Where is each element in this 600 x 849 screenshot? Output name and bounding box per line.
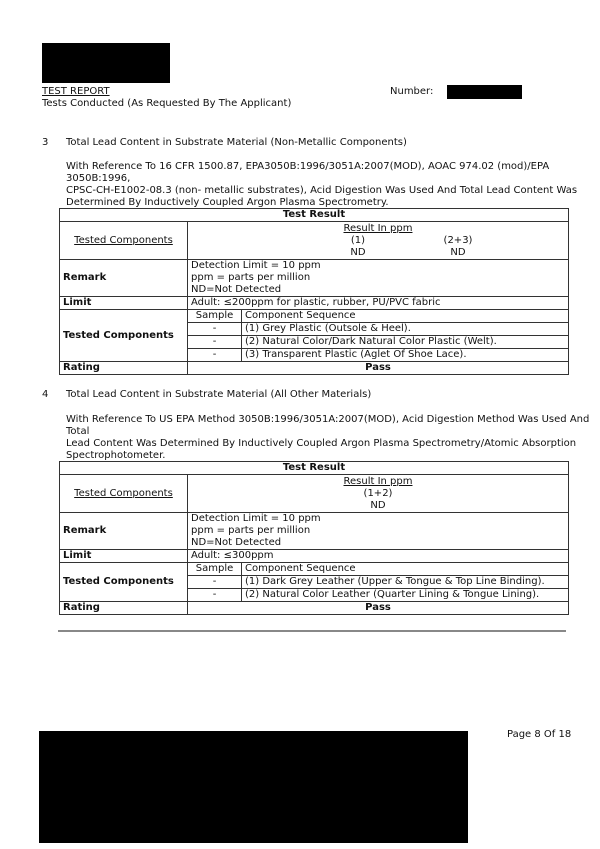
result-label: Result In ppm (343, 475, 413, 487)
components-label: Tested Components (60, 310, 188, 362)
result-col-1: (1) (350, 234, 366, 246)
section-3-number: 3 (42, 137, 49, 148)
table-row: - (3) Transparent Plastic (Aglet Of Shoe Lace). (60, 349, 569, 362)
section-4-number: 4 (42, 389, 49, 400)
number-label: Number: (390, 86, 434, 97)
tested-components-header: Tested Components (60, 222, 188, 260)
rating-label: Rating (60, 602, 188, 615)
limit-label: Limit (60, 297, 188, 310)
result-col-2: (2+3) (443, 234, 473, 246)
result-val-1: ND (370, 499, 386, 511)
result-col-1: (1+2) (363, 487, 393, 499)
redacted-footer (39, 731, 468, 843)
section-3-paragraph: With Reference To 16 CFR 1500.87, EPA3050B:1996/3051A:2007(MOD), AOAC 974.02 (mod)/EPA 3050B:1996, CPSC-CH-E1002-08.3 (non- metallic substrates), Acid Digestion Was Used And Total Lead Content Was Determined By Inductively Coupled Argon Plasma Spectrometry. (66, 161, 578, 208)
table-header: Test Result (60, 209, 569, 222)
limit-value: Adult: ≤200ppm for plastic, rubber, PU/PVC fabric (188, 297, 569, 310)
remark-value: Detection Limit = 10 ppm ppm = parts per million ND=Not Detected (188, 260, 569, 297)
limit-label: Limit (60, 550, 188, 563)
rating-value: Pass (188, 602, 569, 615)
page-number: Page 8 Of 18 (507, 729, 572, 740)
table-row: - (1) Grey Plastic (Outsole & Heel). (60, 323, 569, 336)
redacted-report-number (447, 85, 522, 99)
section-4-result-table (59, 461, 569, 615)
components-label: Tested Components (60, 563, 188, 602)
table-row: - (1) Dark Grey Leather (Upper & Tongue & Top Line Binding). (60, 576, 569, 589)
sequence-header: Component Sequence (242, 310, 569, 323)
sequence-header: Component Sequence (242, 563, 569, 576)
section-4-paragraph: With Reference To US EPA Method 3050B:1996/3051A:2007(MOD), Acid Digestion Method Was Used And Total Lead Content Was Determined By Inductively Coupled Argon Plasma Spectrometry/Atomic Absorption Spectrophotometer. (66, 414, 590, 461)
divider (58, 630, 566, 632)
section-3-title: Total Lead Content in Substrate Material (Non-Metallic Components) (66, 137, 407, 148)
result-label: Result In ppm (343, 222, 413, 234)
table-row: - (2) Natural Color/Dark Natural Color Plastic (Welt). (60, 336, 569, 349)
report-label: TEST REPORT (42, 86, 110, 97)
table-row: - (2) Natural Color Leather (Quarter Lining & Tongue Lining). (60, 589, 569, 602)
table-header: Test Result (60, 462, 569, 475)
result-cell (188, 475, 569, 513)
section-4-title: Total Lead Content in Substrate Material (All Other Materials) (66, 389, 372, 400)
remark-label: Remark (60, 513, 188, 550)
tested-components-header: Tested Components (60, 475, 188, 513)
report-subtitle: Tests Conducted (As Requested By The Applicant) (42, 98, 292, 109)
section-3-result-table (59, 208, 569, 375)
result-val-1: ND (350, 246, 366, 258)
result-val-2: ND (450, 246, 466, 258)
remark-label: Remark (60, 260, 188, 297)
result-cell (188, 222, 569, 260)
remark-value: Detection Limit = 10 ppm ppm = parts per million ND=Not Detected (188, 513, 569, 550)
sample-header: Sample (188, 310, 242, 323)
redacted-logo (42, 43, 170, 83)
limit-value: Adult: ≤300ppm (188, 550, 569, 563)
rating-value: Pass (188, 362, 569, 375)
sample-header: Sample (188, 563, 242, 576)
rating-label: Rating (60, 362, 188, 375)
